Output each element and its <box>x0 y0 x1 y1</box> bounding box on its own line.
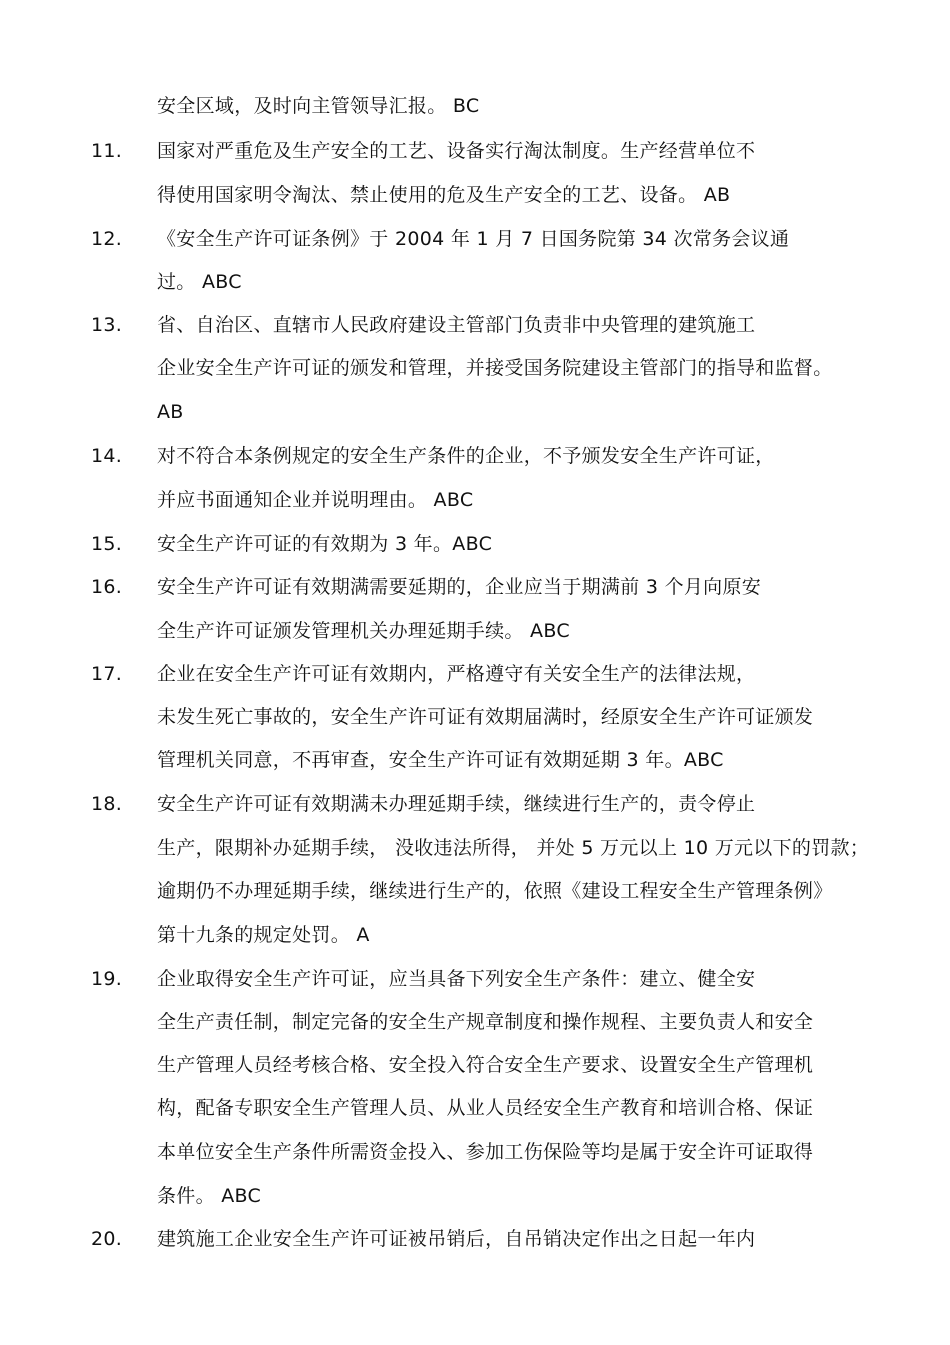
line-text: 《安全生产许可证条例》于 2004 年 1 月 7 日国务院第 34 次常务会议通 <box>157 228 790 250</box>
text-line <box>91 444 871 468</box>
line-text: 省、自治区、直辖市人民政府建设主管部门负责非中央管理的建筑施工 <box>157 314 756 336</box>
line-text: 未发生死亡事故的，安全生产许可证有效期届满时，经原安全生产许可证颁发 <box>157 706 814 728</box>
line-text: 逾期仍不办理延期手续，继续进行生产的，依照《建设工程安全生产管理条例》 <box>157 880 833 902</box>
line-text: 国家对严重危及生产安全的工艺、设备实行淘汰制度。生产经营单位不 <box>157 140 756 162</box>
text-line <box>91 488 871 512</box>
line-text: 并应书面通知企业并说明理由。 ABC <box>157 489 474 511</box>
text-line <box>91 139 871 163</box>
text-line <box>91 1053 871 1077</box>
line-text: 管理机关同意，不再审查，安全生产许可证有效期延期 3 年。ABC <box>157 749 724 771</box>
text-line <box>91 619 871 643</box>
item-number: 12. <box>91 228 123 250</box>
item-number: 16. <box>91 576 123 598</box>
line-text: 第十九条的规定处罚。 A <box>157 924 370 946</box>
text-line <box>91 1140 871 1164</box>
text-line <box>91 400 871 424</box>
item-number: 11. <box>91 140 123 162</box>
line-text: 对不符合本条例规定的安全生产条件的企业，不予颁发安全生产许可证， <box>157 445 775 467</box>
text-line <box>91 356 871 380</box>
line-text: 生产，限期补办延期手续， 没收违法所得， 并处 5 万元以上 10 万元以下的罚款； <box>157 837 870 859</box>
text-line <box>91 270 871 294</box>
line-text: 安全生产许可证有效期满需要延期的，企业应当于期满前 3 个月向原安 <box>157 576 762 598</box>
item-number: 20. <box>91 1228 123 1250</box>
line-text: 全生产责任制，制定完备的安全生产规章制度和操作规程、主要负责人和安全 <box>157 1011 814 1033</box>
line-text: 建筑施工企业安全生产许可证被吊销后，自吊销决定作出之日起一年内 <box>157 1228 756 1250</box>
line-text: AB <box>157 401 184 423</box>
item-number: 19. <box>91 968 123 990</box>
line-text: 企业取得安全生产许可证，应当具备下列安全生产条件：建立、健全安 <box>157 968 756 990</box>
item-number: 17. <box>91 663 123 685</box>
text-line <box>91 967 871 991</box>
text-line <box>91 662 871 686</box>
text-line <box>91 1227 871 1251</box>
text-line <box>91 183 871 207</box>
item-number: 13. <box>91 314 123 336</box>
text-line <box>91 748 871 772</box>
line-text: 安全生产许可证的有效期为 3 年。ABC <box>157 533 493 555</box>
line-text: 构，配备专职安全生产管理人员、从业人员经安全生产教育和培训合格、保证 <box>157 1097 814 1119</box>
text-line <box>91 879 871 903</box>
line-text: 过。 ABC <box>157 271 242 293</box>
item-number: 18. <box>91 793 123 815</box>
text-line <box>91 1184 871 1208</box>
line-text: 安全区域，及时向主管领导汇报。 BC <box>157 95 480 117</box>
line-text: 全生产许可证颁发管理机关办理延期手续。 ABC <box>157 620 570 642</box>
text-line <box>91 1010 871 1034</box>
text-line <box>91 705 871 729</box>
text-line <box>91 94 871 118</box>
text-line <box>91 313 871 337</box>
text-line <box>91 227 871 251</box>
text-line <box>91 836 871 860</box>
line-text: 安全生产许可证有效期满未办理延期手续，继续进行生产的，责令停止 <box>157 793 756 815</box>
item-number: 15. <box>91 533 123 555</box>
text-line <box>91 792 871 816</box>
item-number: 14. <box>91 445 123 467</box>
text-line <box>91 532 871 556</box>
text-line <box>91 1096 871 1120</box>
text-line <box>91 923 871 947</box>
line-text: 生产管理人员经考核合格、安全投入符合安全生产要求、设置安全生产管理机 <box>157 1054 814 1076</box>
line-text: 得使用国家明令淘汰、禁止使用的危及生产安全的工艺、设备。 AB <box>157 184 731 206</box>
text-line <box>91 575 871 599</box>
line-text: 企业安全生产许可证的颁发和管理，并接受国务院建设主管部门的指导和监督。 <box>157 357 833 379</box>
line-text: 企业在安全生产许可证有效期内，严格遵守有关安全生产的法律法规， <box>157 663 756 685</box>
line-text: 本单位安全生产条件所需资金投入、参加工伤保险等均是属于安全许可证取得 <box>157 1141 814 1163</box>
line-text: 条件。 ABC <box>157 1185 262 1207</box>
